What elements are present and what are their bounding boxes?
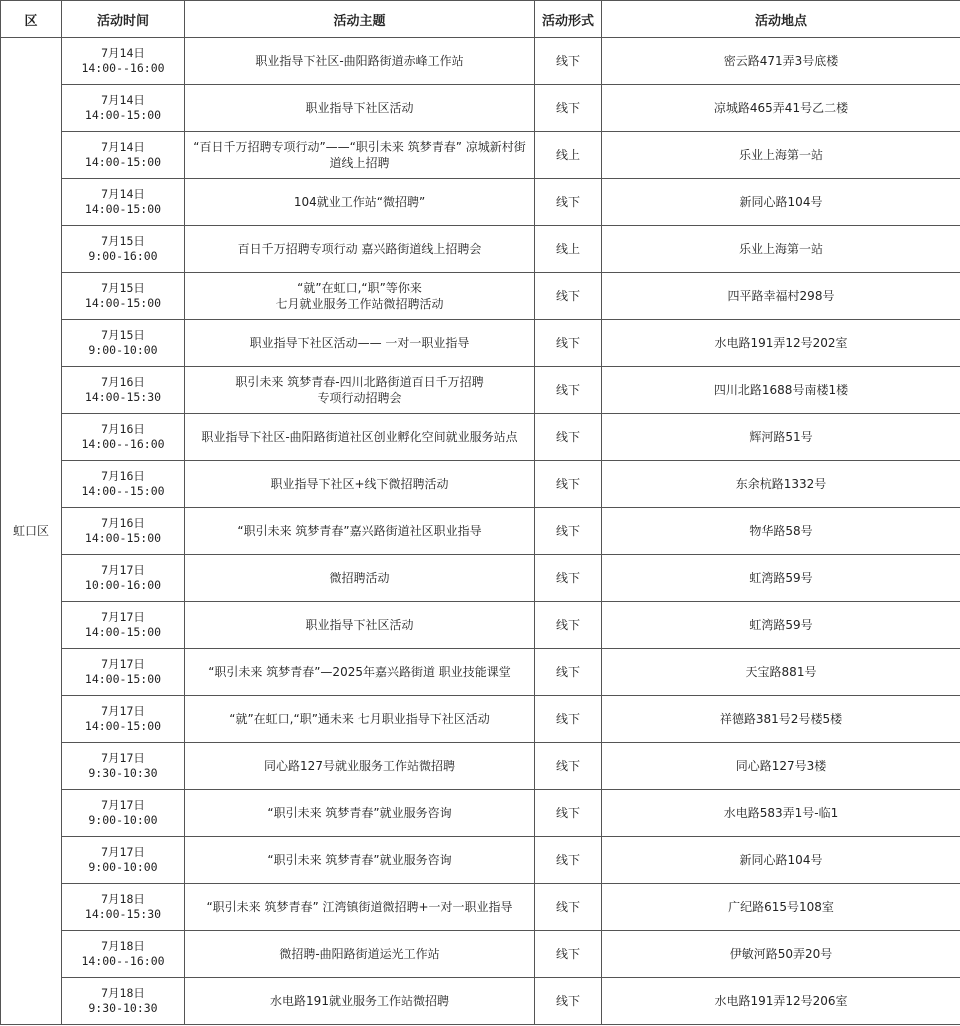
activity-topic: 职业指导下社区活动 (305, 618, 414, 632)
table-row (1, 931, 960, 978)
activity-date: 7月16日 (101, 469, 145, 483)
place-cell (602, 884, 960, 931)
activity-form: 线下 (535, 461, 602, 508)
topic-cell (185, 602, 535, 649)
place-cell (602, 179, 960, 226)
activity-date: 7月15日 (101, 281, 145, 295)
activity-time-range: 10:00-16:00 (84, 578, 162, 592)
activity-time-range: 14:00-15:00 (84, 202, 162, 216)
table-row (1, 790, 960, 837)
activity-form: 线下 (535, 179, 602, 226)
topic-cell (185, 38, 535, 85)
table-row (1, 38, 960, 85)
table-row (1, 414, 960, 461)
table-row (1, 367, 960, 414)
time-cell (62, 790, 185, 837)
activity-topic: 同心路127号就业服务工作站微招聘 (264, 759, 455, 773)
activity-date: 7月18日 (101, 939, 145, 953)
activity-topic: “职引未来 筑梦青春”—2025年嘉兴路街道 职业技能课堂 (208, 665, 511, 679)
activity-place: 乐业上海第一站 (738, 148, 823, 162)
table-row (1, 649, 960, 696)
time-cell (62, 38, 185, 85)
activity-place: 凉城路465弄41号乙二楼 (713, 101, 849, 115)
time-cell (62, 179, 185, 226)
topic-cell (185, 508, 535, 555)
activity-form: 线下 (535, 320, 602, 367)
table-row (1, 555, 960, 602)
activity-time-range: 14:00-15:00 (84, 296, 162, 310)
topic-cell (185, 320, 535, 367)
place-cell (602, 931, 960, 978)
topic-cell (185, 85, 535, 132)
activity-place: 四川北路1688号南楼1楼 (713, 383, 849, 397)
table-row (1, 179, 960, 226)
activity-place: 天宝路881号 (745, 665, 817, 679)
time-cell (62, 696, 185, 743)
time-cell (62, 273, 185, 320)
time-cell (62, 555, 185, 602)
table-row (1, 320, 960, 367)
activity-topic: “职引未来 筑梦青春”就业服务咨询 (267, 853, 452, 867)
table-row (1, 226, 960, 273)
activity-form: 线下 (535, 931, 602, 978)
time-cell (62, 978, 185, 1025)
place-cell (602, 414, 960, 461)
topic-cell (185, 414, 535, 461)
activity-place: 广纪路615号108室 (728, 900, 834, 914)
activity-time-range: 14:00-15:30 (84, 907, 162, 921)
place-cell (602, 132, 960, 179)
activity-place: 辉河路51号 (749, 430, 813, 444)
activity-topic: “职引未来 筑梦青春”嘉兴路街道社区职业指导 (237, 524, 482, 538)
activity-date: 7月18日 (101, 892, 145, 906)
table-row (1, 461, 960, 508)
header-form: 活动形式 (535, 1, 602, 38)
time-cell (62, 931, 185, 978)
activity-form: 线下 (535, 696, 602, 743)
activity-topic: 微招聘-曲阳路街道运光工作站 (279, 947, 440, 961)
topic-cell (185, 696, 535, 743)
table-row (1, 602, 960, 649)
time-cell (62, 132, 185, 179)
time-cell (62, 602, 185, 649)
time-cell (62, 837, 185, 884)
time-cell (62, 884, 185, 931)
activity-form: 线下 (535, 414, 602, 461)
activity-time-range: 14:00--16:00 (81, 437, 165, 451)
time-cell (62, 85, 185, 132)
activity-form: 线下 (535, 790, 602, 837)
activity-topic: 职业指导下社区-曲阳路街道赤峰工作站 (255, 54, 464, 68)
activity-place: 虹湾路59号 (749, 618, 813, 632)
activity-time-range: 14:00--16:00 (81, 954, 165, 968)
activity-place: 虹湾路59号 (749, 571, 813, 585)
activity-date: 7月17日 (101, 657, 145, 671)
activity-topic: “职引未来 筑梦青春”就业服务咨询 (267, 806, 452, 820)
activity-form: 线上 (535, 132, 602, 179)
activity-form: 线下 (535, 837, 602, 884)
table-row (1, 978, 960, 1025)
time-cell (62, 414, 185, 461)
place-cell (602, 273, 960, 320)
activity-time-range: 9:00-10:00 (88, 813, 158, 827)
activity-time-range: 14:00--16:00 (81, 61, 165, 75)
time-cell (62, 743, 185, 790)
activity-date: 7月14日 (101, 93, 145, 107)
activity-time-range: 14:00--15:00 (81, 484, 165, 498)
place-cell (602, 461, 960, 508)
activity-place: 伊敏河路50弄20号 (729, 947, 833, 961)
topic-cell (185, 931, 535, 978)
activity-topic: 职业指导下社区+线下微招聘活动 (270, 477, 449, 491)
table-row (1, 132, 960, 179)
table-header (1, 1, 960, 38)
place-cell (602, 320, 960, 367)
activity-date: 7月18日 (101, 986, 145, 1000)
activity-time-range: 14:00-15:00 (84, 531, 162, 545)
activity-place: 物华路58号 (749, 524, 813, 538)
activity-form: 线上 (535, 226, 602, 273)
activity-form: 线下 (535, 38, 602, 85)
activity-topic: 微招聘活动 (329, 571, 390, 585)
activity-date: 7月14日 (101, 140, 145, 154)
table-row (1, 273, 960, 320)
place-cell (602, 649, 960, 696)
activity-place: 同心路127号3楼 (735, 759, 827, 773)
activity-topic: 百日千万招聘专项行动 嘉兴路街道线上招聘会 (237, 242, 482, 256)
activity-date: 7月16日 (101, 375, 145, 389)
activity-form: 线下 (535, 743, 602, 790)
topic-cell (185, 743, 535, 790)
place-cell (602, 367, 960, 414)
activity-time-range: 9:00-10:00 (88, 343, 158, 357)
topic-cell (185, 367, 535, 414)
activity-topic: 104就业工作站“微招聘” (293, 195, 426, 209)
table-row (1, 743, 960, 790)
topic-cell (185, 884, 535, 931)
activity-time-range: 14:00-15:00 (84, 155, 162, 169)
activity-date: 7月17日 (101, 704, 145, 718)
activity-time-range: 9:30-10:30 (88, 1001, 158, 1015)
topic-cell (185, 555, 535, 602)
topic-cell (185, 273, 535, 320)
activity-place: 密云路471弄3号底楼 (723, 54, 839, 68)
activity-date: 7月15日 (101, 328, 145, 342)
activity-topic: 职业指导下社区活动—— 一对一职业指导 (249, 336, 470, 350)
activity-topic: 职业指导下社区活动 (305, 101, 414, 115)
topic-cell (185, 226, 535, 273)
activity-form: 线下 (535, 273, 602, 320)
activity-time-range: 14:00-15:00 (84, 719, 162, 733)
activity-topic: “百日千万招聘专项行动”——“职引未来 筑梦青春” 凉城新村街道线上招聘 (193, 140, 526, 170)
activity-date: 7月17日 (101, 610, 145, 624)
topic-cell (185, 790, 535, 837)
place-cell (602, 790, 960, 837)
header-district: 区 (1, 1, 62, 38)
activity-topic: “就”在虹口,“职”等你来 七月就业服务工作站微招聘活动 (275, 281, 444, 311)
topic-cell (185, 978, 535, 1025)
topic-cell (185, 649, 535, 696)
activity-time-range: 14:00-15:00 (84, 625, 162, 639)
topic-cell (185, 179, 535, 226)
activity-form: 线下 (535, 85, 602, 132)
activity-place: 水电路191弄12号202室 (714, 336, 848, 350)
activity-time-range: 9:30-10:30 (88, 766, 158, 780)
time-cell (62, 649, 185, 696)
place-cell (602, 837, 960, 884)
place-cell (602, 226, 960, 273)
activity-time-range: 9:00-16:00 (88, 249, 158, 263)
activity-date: 7月17日 (101, 845, 145, 859)
activity-form: 线下 (535, 367, 602, 414)
place-cell (602, 696, 960, 743)
time-cell (62, 226, 185, 273)
activity-time-range: 14:00-15:00 (84, 108, 162, 122)
activity-form: 线下 (535, 508, 602, 555)
table-row (1, 884, 960, 931)
activity-place: 新同心路104号 (739, 853, 823, 867)
time-cell (62, 461, 185, 508)
activity-date: 7月16日 (101, 516, 145, 530)
table-row (1, 837, 960, 884)
district-cell: 虹口区 (1, 38, 62, 1025)
activity-date: 7月17日 (101, 751, 145, 765)
activity-topic: 水电路191就业服务工作站微招聘 (270, 994, 449, 1008)
table-body (1, 38, 960, 1025)
activity-form: 线下 (535, 884, 602, 931)
topic-cell (185, 132, 535, 179)
activity-time-range: 9:00-10:00 (88, 860, 158, 874)
activity-place: 新同心路104号 (739, 195, 823, 209)
activity-date: 7月14日 (101, 46, 145, 60)
topic-cell (185, 837, 535, 884)
activity-place: 乐业上海第一站 (738, 242, 823, 256)
activity-place: 水电路191弄12号206室 (714, 994, 848, 1008)
header-topic: 活动主题 (185, 1, 535, 38)
time-cell (62, 508, 185, 555)
activity-form: 线下 (535, 555, 602, 602)
activity-date: 7月14日 (101, 187, 145, 201)
activity-topic: “职引未来 筑梦青春” 江湾镇街道微招聘+一对一职业指导 (206, 900, 513, 914)
table-row (1, 508, 960, 555)
activity-date: 7月16日 (101, 422, 145, 436)
place-cell (602, 743, 960, 790)
place-cell (602, 978, 960, 1025)
place-cell (602, 508, 960, 555)
activity-time-range: 14:00-15:00 (84, 672, 162, 686)
time-cell (62, 320, 185, 367)
activity-place: 祥德路381号2号楼5楼 (719, 712, 843, 726)
place-cell (602, 85, 960, 132)
activity-place: 东余杭路1332号 (735, 477, 827, 491)
table-row (1, 696, 960, 743)
place-cell (602, 602, 960, 649)
activity-form: 线下 (535, 978, 602, 1025)
place-cell (602, 38, 960, 85)
activity-date: 7月17日 (101, 798, 145, 812)
activity-date: 7月17日 (101, 563, 145, 577)
header-row (1, 1, 960, 38)
activity-form: 线下 (535, 602, 602, 649)
activity-date: 7月15日 (101, 234, 145, 248)
header-time: 活动时间 (62, 1, 185, 38)
activity-time-range: 14:00-15:30 (84, 390, 162, 404)
time-cell (62, 367, 185, 414)
place-cell (602, 555, 960, 602)
activity-topic: 职业指导下社区-曲阳路街道社区创业孵化空间就业服务站点 (201, 430, 518, 444)
activity-place: 水电路583弄1号-临1 (723, 806, 839, 820)
header-place: 活动地点 (602, 1, 960, 38)
topic-cell (185, 461, 535, 508)
activity-place: 四平路幸福村298号 (727, 289, 835, 303)
activity-topic: 职引未来 筑梦青春-四川北路街道百日千万招聘 专项行动招聘会 (235, 375, 484, 405)
activity-topic: “就”在虹口,“职”通未来 七月职业指导下社区活动 (229, 712, 490, 726)
table-row (1, 85, 960, 132)
activity-form: 线下 (535, 649, 602, 696)
